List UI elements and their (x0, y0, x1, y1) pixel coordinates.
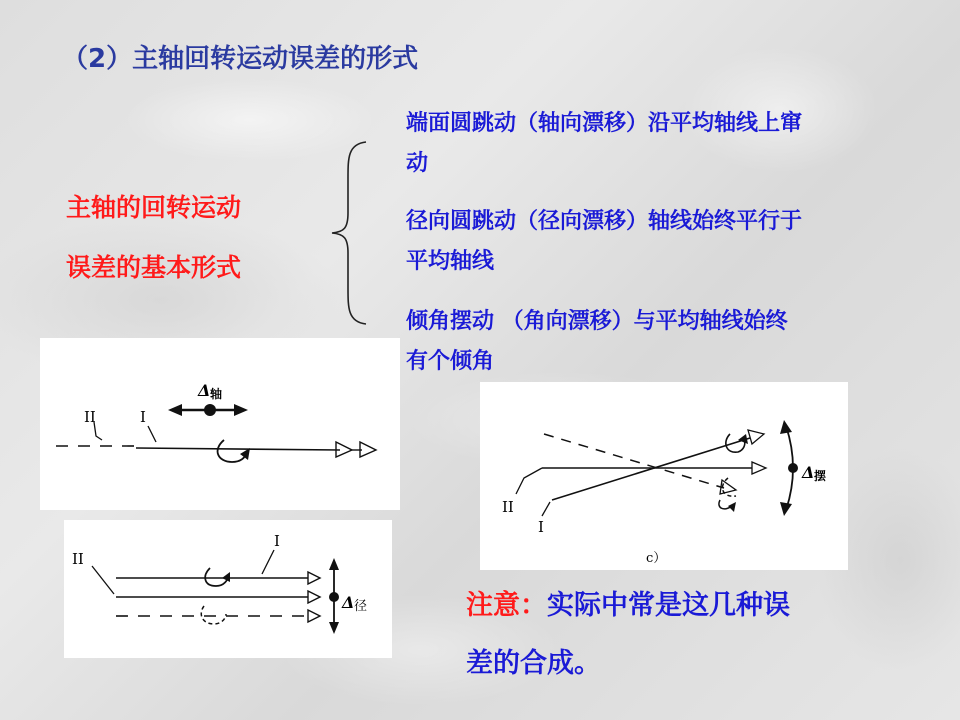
axial-delta-subscript: 轴 (210, 387, 223, 401)
note-text-line2: 差的合成。 (466, 648, 601, 679)
diagram-radial (64, 520, 392, 658)
axial-mark-ii: II (84, 408, 96, 426)
item-angular-line1: 倾角摆动 （角向漂移）与平均轴线始终 (406, 309, 788, 334)
note-line2 (466, 636, 601, 692)
axial-delta-symbol: Δ (198, 381, 211, 400)
radial-mark-i: I (274, 532, 280, 550)
diagram-angular (480, 382, 848, 570)
angular-mark-ii: II (502, 498, 514, 516)
slide-title: （2）主轴回转运动误差的形式 (62, 44, 419, 74)
note-accent: 注意： (466, 590, 547, 621)
error-forms-label-line2: 误差的基本形式 (66, 253, 242, 282)
item-axial-line1: 端面圆跳动（轴向漂移）沿平均轴线上窜 (406, 111, 803, 136)
radial-mark-ii: II (72, 550, 84, 568)
item-radial-line1: 径向圆跳动（径向漂移）轴线始终平行于 (406, 209, 803, 234)
note-line1 (466, 578, 790, 634)
angular-delta-symbol: Δ (802, 463, 815, 482)
radial-delta-symbol: Δ (342, 593, 355, 612)
item-radial-line2: 平均轴线 (406, 249, 495, 274)
diagram-axial (40, 338, 400, 510)
item-axial-line2: 动 (406, 151, 429, 176)
angular-caption: c） (646, 551, 667, 566)
axial-mark-i: I (140, 408, 146, 426)
item-angular-line2: 有个倾角 (406, 349, 495, 374)
error-forms-label-line1: 主轴的回转运动 (66, 193, 242, 222)
angular-mark-i: I (538, 518, 544, 536)
radial-delta-subscript: 径 (354, 599, 368, 614)
note-text-line1: 实际中常是这几种误 (547, 590, 790, 621)
curly-brace (326, 138, 372, 328)
angular-delta-subscript: 摆 (814, 469, 827, 483)
